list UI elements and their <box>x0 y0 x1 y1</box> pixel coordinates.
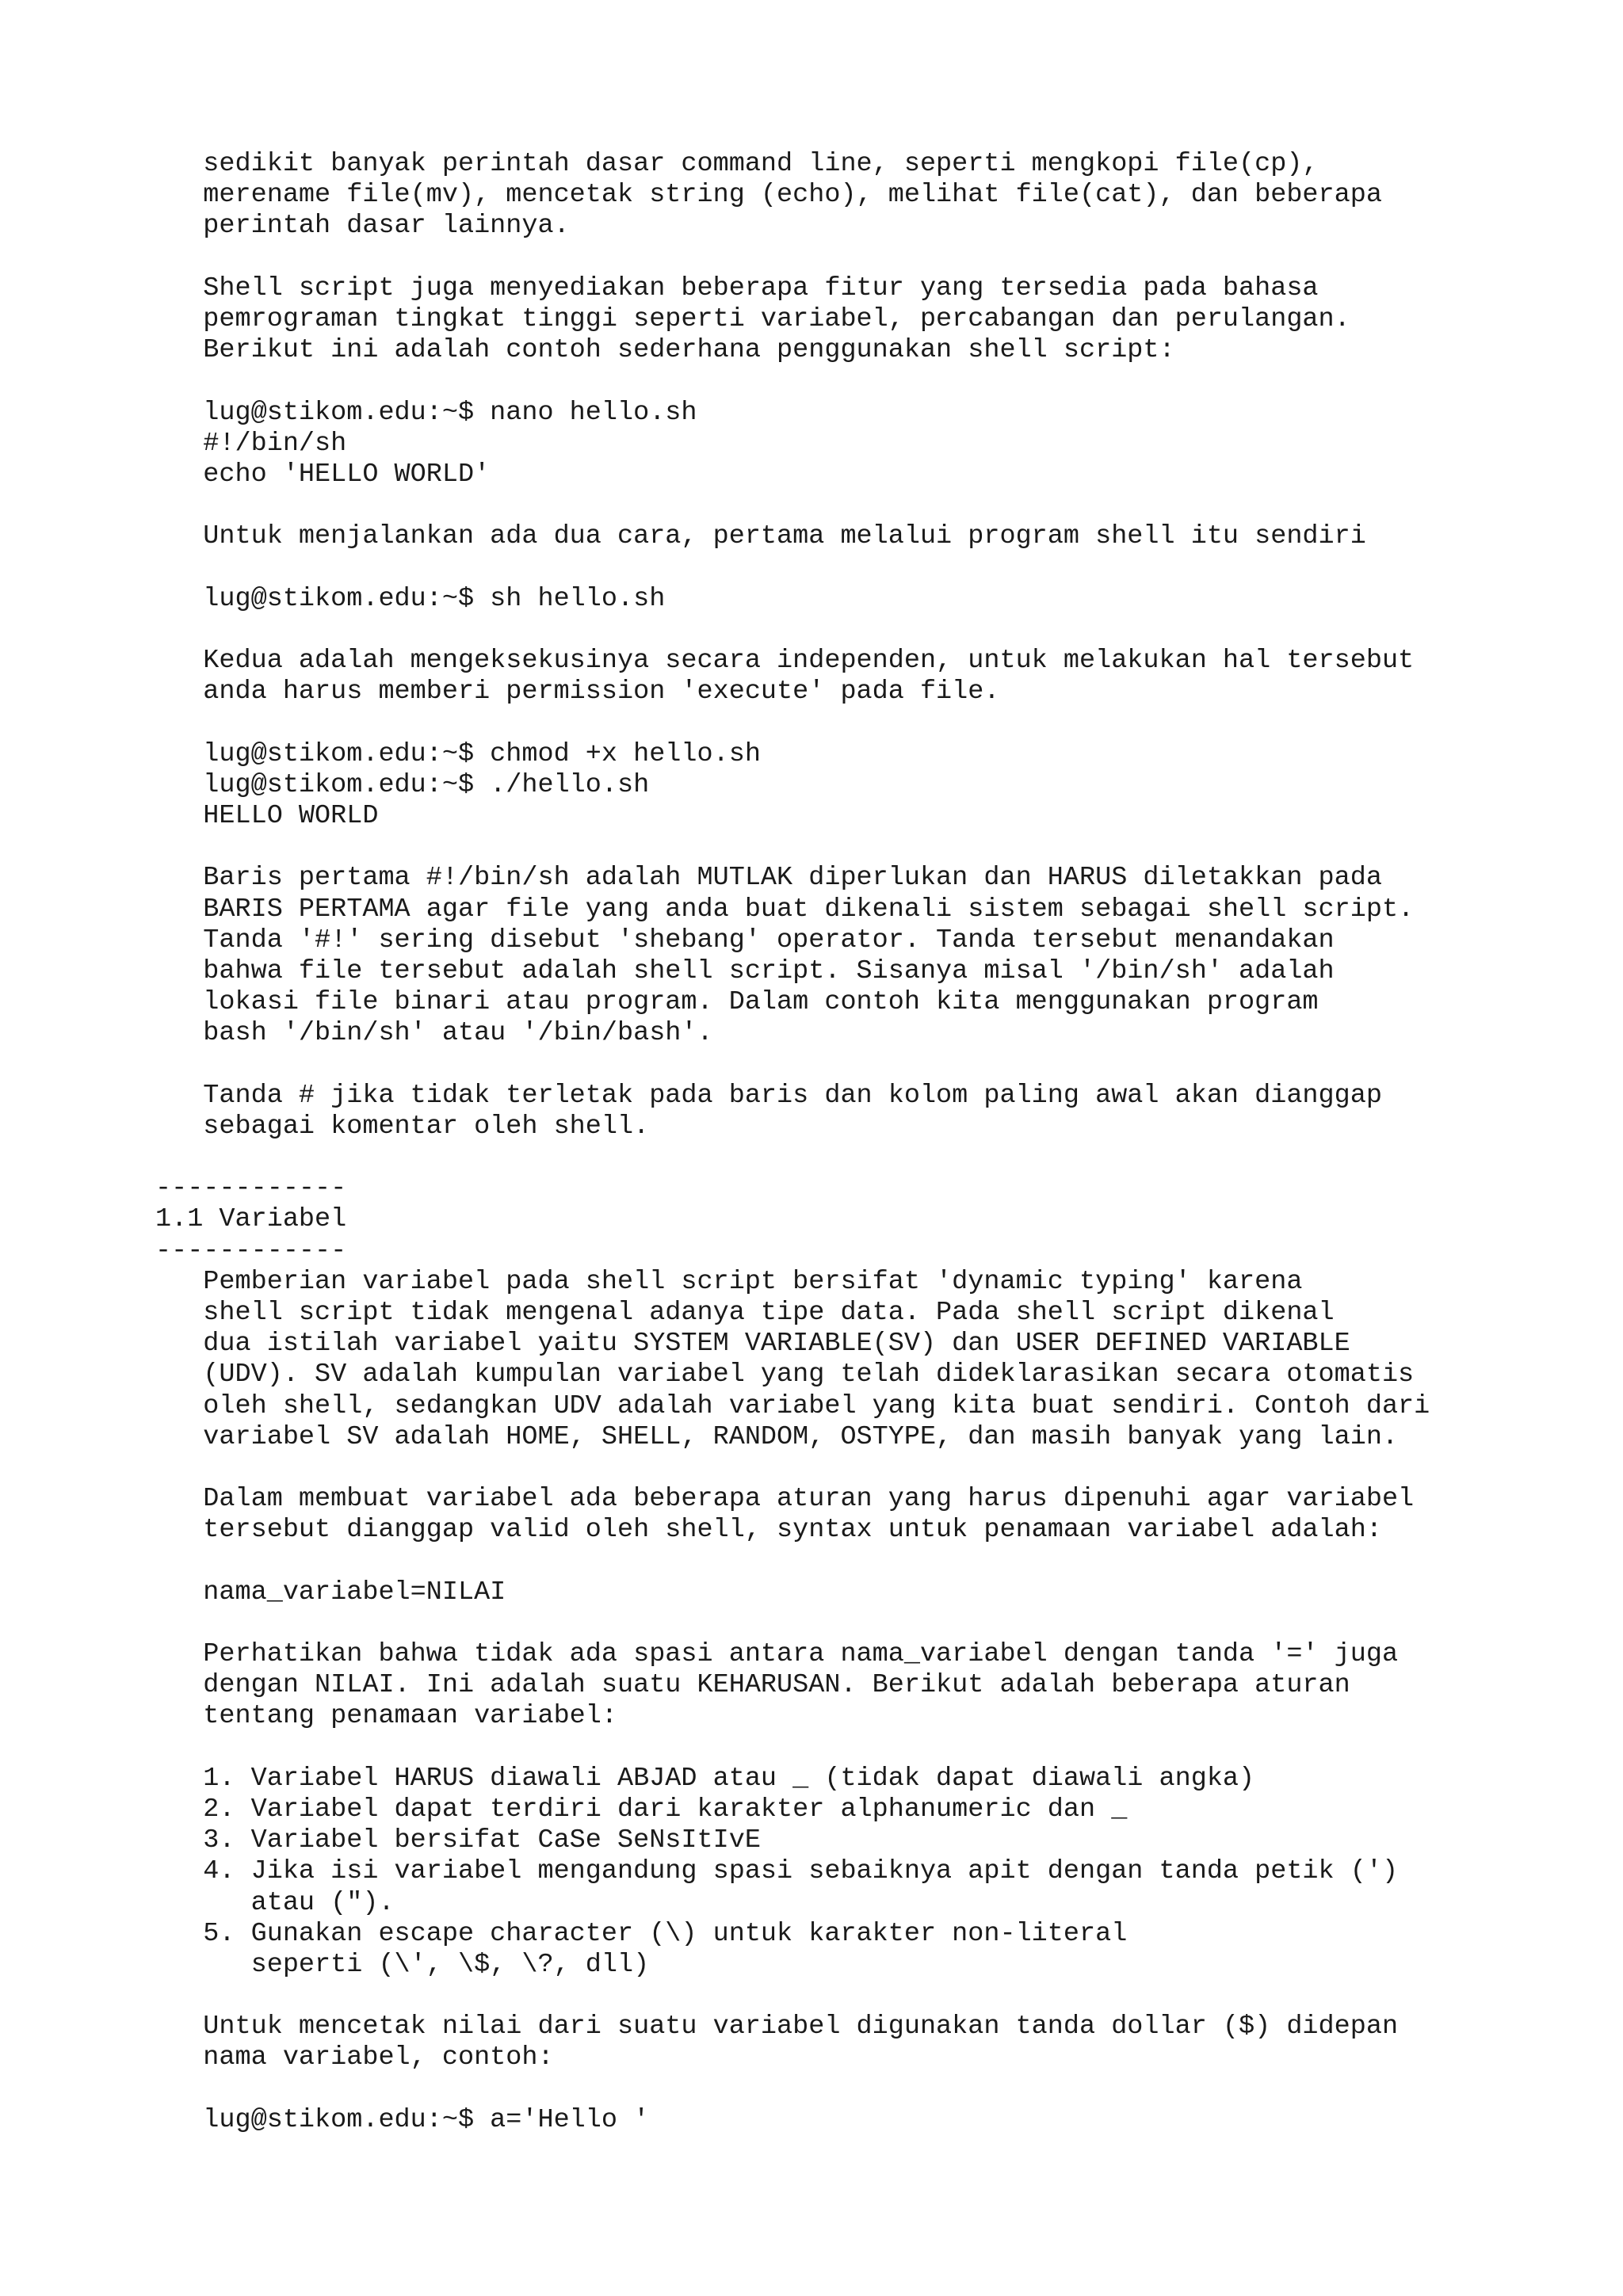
document-line: 2. Variabel dapat terdiri dari karakter alphanumeric dan _ <box>155 1794 1128 1825</box>
document-line: lug@stikom.edu:~$ sh hello.sh <box>155 583 666 614</box>
document-line: ------------ <box>155 1235 347 1266</box>
document-line: shell script tidak mengenal adanya tipe data. Pada shell script dikenal <box>155 1297 1335 1328</box>
document-line: lokasi file binari atau program. Dalam contoh kita menggunakan program <box>155 987 1319 1018</box>
document-line: lug@stikom.edu:~$ nano hello.sh <box>155 397 697 428</box>
document-line <box>155 1049 1430 1080</box>
document-line <box>155 366 1430 397</box>
document-line: sedikit banyak perintah dasar command line, seperti mengkopi file(cp), <box>155 149 1319 179</box>
document-line <box>155 1733 1430 1764</box>
document-line: lug@stikom.edu:~$ chmod +x hello.sh <box>155 738 761 769</box>
document-line: 5. Gunakan escape character (\) untuk karakter non-literal <box>155 1918 1128 1949</box>
document-line: echo 'HELLO WORLD' <box>155 459 491 490</box>
document-line: atau ("). <box>155 1887 395 1918</box>
document-line: 4. Jika isi variabel mengandung spasi sebaiknya apit dengan tanda petik (') <box>155 1856 1399 1887</box>
document-line <box>155 242 1430 273</box>
document-line: tersebut dianggap valid oleh shell, syntax untuk penamaan variabel adalah: <box>155 1515 1382 1546</box>
document-line: Shell script juga menyediakan beberapa fitur yang tersedia pada bahasa <box>155 273 1319 303</box>
document-line: variabel SV adalah HOME, SHELL, RANDOM, OSTYPE, dan masih banyak yang lain. <box>155 1421 1399 1452</box>
document-line: seperti (\', \$, \?, dll) <box>155 1949 650 1980</box>
document-line <box>155 1546 1430 1577</box>
document-line <box>155 552 1430 583</box>
document-line: lug@stikom.edu:~$ a='Hello ' <box>155 2104 650 2135</box>
document-line: nama variabel, contoh: <box>155 2042 554 2073</box>
document-line: sebagai komentar oleh shell. <box>155 1111 650 1142</box>
document-line <box>155 707 1430 738</box>
document-line: oleh shell, sedangkan UDV adalah variabel yang kita buat sendiri. Contoh dari <box>155 1390 1430 1421</box>
document-line: Berikut ini adalah contoh sederhana penggunakan shell script: <box>155 335 1175 366</box>
document-line: lug@stikom.edu:~$ ./hello.sh <box>155 769 650 800</box>
document-line: #!/bin/sh <box>155 428 347 459</box>
document-line <box>155 1981 1430 2012</box>
document-line: 3. Variabel bersifat CaSe SeNsItIvE <box>155 1825 761 1856</box>
document-line: (UDV). SV adalah kumpulan variabel yang telah dideklarasikan secara otomatis <box>155 1360 1415 1390</box>
document-line: Dalam membuat variabel ada beberapa aturan yang harus dipenuhi agar variabel <box>155 1484 1415 1515</box>
document-line <box>155 1453 1430 1484</box>
document-line: 1. Variabel HARUS diawali ABJAD atau _ (tidak dapat diawali angka) <box>155 1763 1255 1794</box>
document-line: dengan NILAI. Ini adalah suatu KEHARUSAN. Berikut adalah beberapa aturan <box>155 1670 1350 1701</box>
document-line: Pemberian variabel pada shell script bersifat 'dynamic typing' karena <box>155 1266 1303 1297</box>
document-line <box>155 490 1430 521</box>
document-line: Untuk mencetak nilai dari suatu variabel digunakan tanda dollar ($) didepan <box>155 2012 1399 2042</box>
document-line: nama_variabel=NILAI <box>155 1577 506 1608</box>
document-line: BARIS PERTAMA agar file yang anda buat dikenali sistem sebagai shell script. <box>155 894 1415 925</box>
document-line: HELLO WORLD <box>155 800 379 831</box>
document-line: 1.1 Variabel <box>155 1204 347 1235</box>
document-line: Tanda '#!' sering disebut 'shebang' operator. Tanda tersebut menandakan <box>155 925 1335 955</box>
document-line: Untuk menjalankan ada dua cara, pertama melalui program shell itu sendiri <box>155 521 1366 552</box>
document-line: merename file(mv), mencetak string (echo), melihat file(cat), dan beberapa <box>155 180 1382 211</box>
document-line: pemrograman tingkat tinggi seperti variabel, percabangan dan perulangan. <box>155 303 1350 334</box>
document-line <box>155 1608 1430 1639</box>
document-line <box>155 615 1430 646</box>
document-line: anda harus memberi permission 'execute' pada file. <box>155 677 1000 707</box>
document-line: perintah dasar lainnya. <box>155 211 570 242</box>
document-line: Baris pertama #!/bin/sh adalah MUTLAK diperlukan dan HARUS diletakkan pada <box>155 863 1382 894</box>
document-line: bash '/bin/sh' atau '/bin/bash'. <box>155 1018 713 1049</box>
document-line: tentang penamaan variabel: <box>155 1701 617 1732</box>
document-line: ------------ <box>155 1173 347 1204</box>
document-line: Tanda # jika tidak terletak pada baris dan kolom paling awal akan dianggap <box>155 1080 1382 1111</box>
document-line: dua istilah variabel yaitu SYSTEM VARIABLE(SV) dan USER DEFINED VARIABLE <box>155 1329 1350 1360</box>
document-line: Perhatikan bahwa tidak ada spasi antara nama_variabel dengan tanda '=' juga <box>155 1639 1399 1669</box>
document-line <box>155 832 1430 863</box>
document-text <box>155 149 1430 2136</box>
document-line <box>155 2074 1430 2105</box>
document-line <box>155 1142 1430 1173</box>
document-line: bahwa file tersebut adalah shell script. Sisanya misal '/bin/sh' adalah <box>155 955 1335 986</box>
document-line: Kedua adalah mengeksekusinya secara independen, untuk melakukan hal tersebut <box>155 646 1415 676</box>
